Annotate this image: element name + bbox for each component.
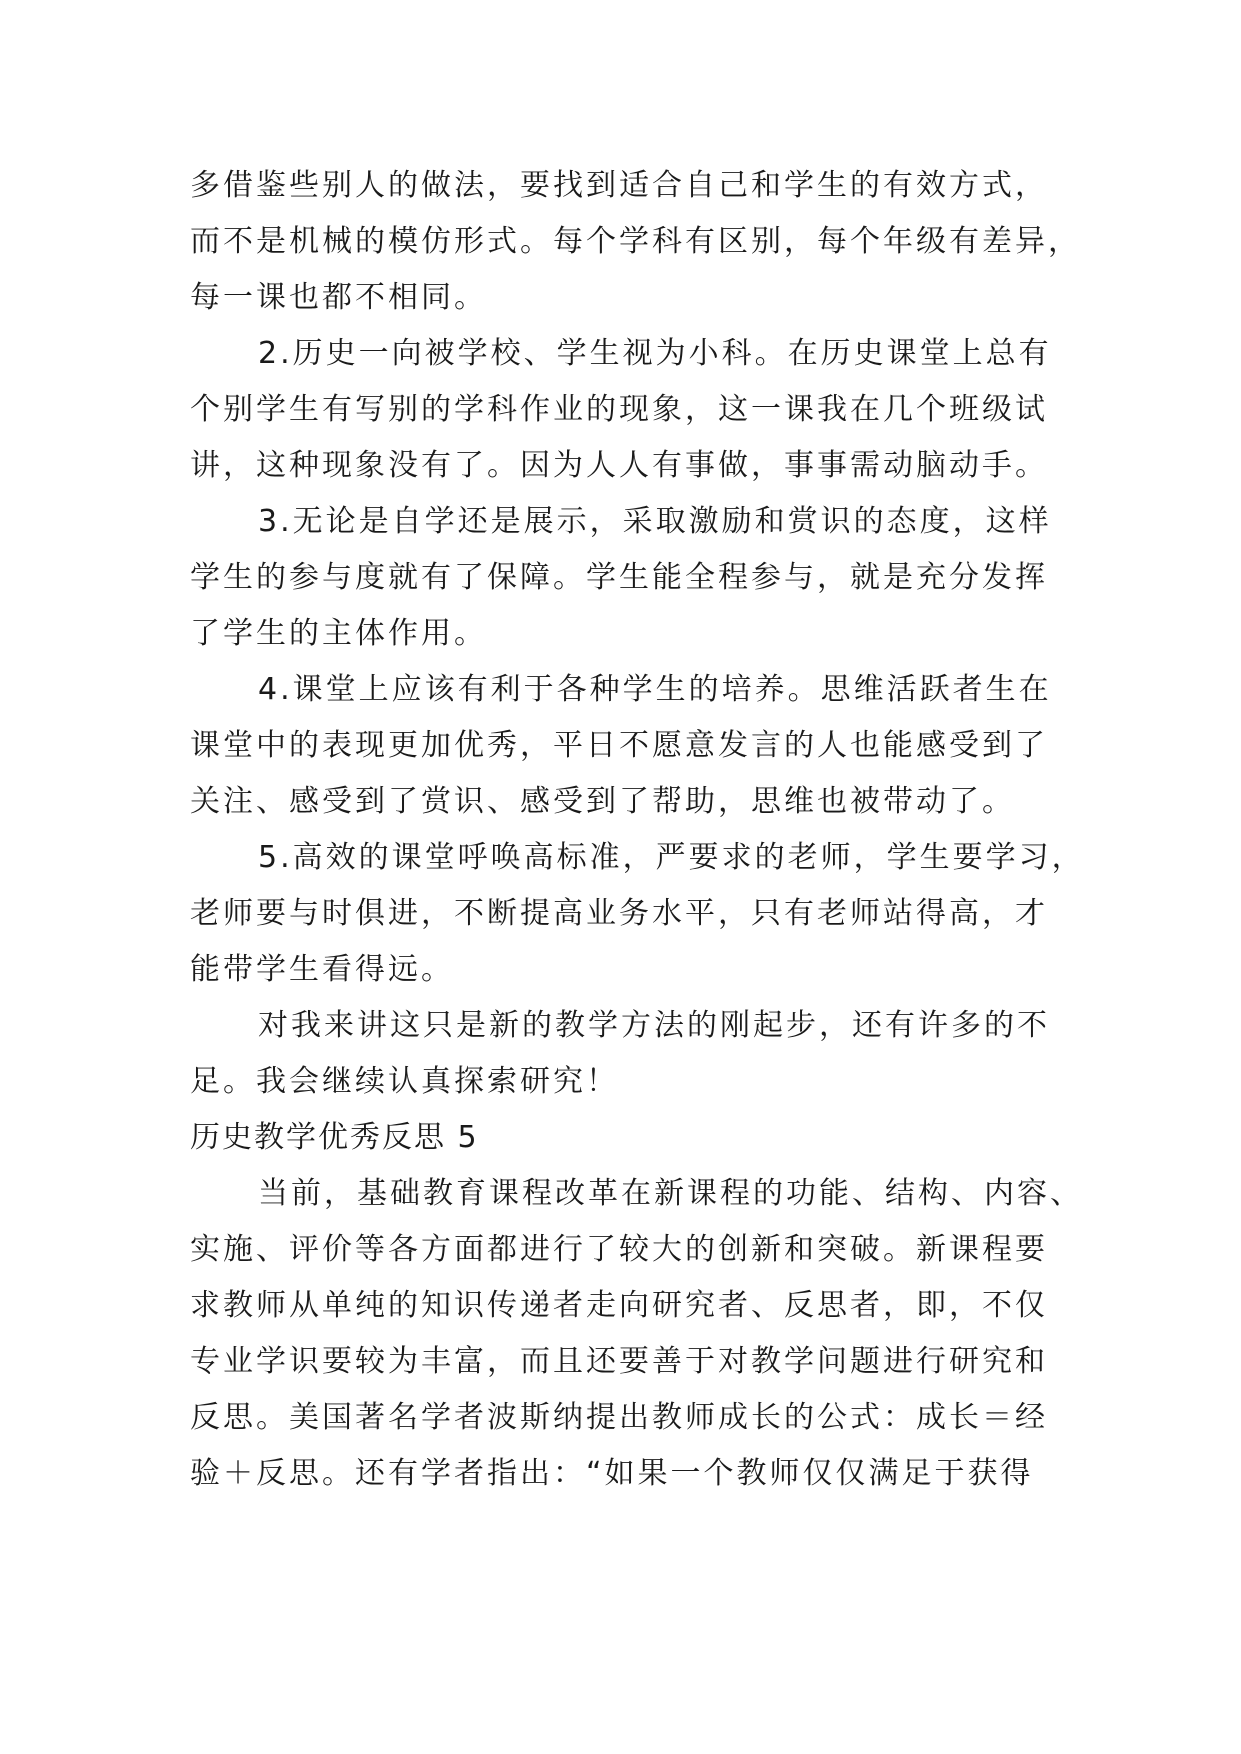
paragraph-line: 4.课堂上应该有利于各种学生的培养。思维活跃者生在	[258, 672, 1052, 707]
paragraph-line: 老师要与时俱进，不断提高业务水平，只有老师站得高，才	[190, 896, 1048, 931]
paragraph-line: 3.无论是自学还是展示，采取激励和赏识的态度，这样	[258, 504, 1052, 539]
paragraph-line: 能带学生看得远。	[190, 952, 454, 987]
section-heading: 历史教学优秀反思 5	[190, 1120, 479, 1155]
paragraph-line: 5.高效的课堂呼唤高标准，严要求的老师，学生要学习，	[258, 840, 1085, 875]
paragraph-line: 了学生的主体作用。	[190, 616, 487, 651]
document-body	[190, 158, 1085, 1502]
paragraph-line: 课堂中的表现更加优秀，平日不愿意发言的人也能感受到了	[190, 728, 1048, 763]
paragraph-line: 学生的参与度就有了保障。学生能全程参与，就是充分发挥	[190, 560, 1048, 595]
paragraph-line: 验＋反思。还有学者指出：“如果一个教师仅仅满足于获得	[190, 1456, 1034, 1491]
paragraph-line: 讲，这种现象没有了。因为人人有事做，事事需动脑动手。	[190, 448, 1048, 483]
paragraph-line: 当前，基础教育课程改革在新课程的功能、结构、内容、	[258, 1176, 1083, 1211]
paragraph-line: 每一课也都不相同。	[190, 280, 487, 315]
paragraph-line: 求教师从单纯的知识传递者走向研究者、反思者，即，不仅	[190, 1288, 1048, 1323]
paragraph-line: 专业学识要较为丰富，而且还要善于对教学问题进行研究和	[190, 1344, 1048, 1379]
paragraph-line: 个别学生有写别的学科作业的现象，这一课我在几个班级试	[190, 392, 1048, 427]
paragraph-line: 多借鉴些别人的做法，要找到适合自己和学生的有效方式，	[190, 168, 1048, 203]
paragraph-line: 而不是机械的模仿形式。每个学科有区别，每个年级有差异，	[190, 224, 1081, 259]
paragraph-line: 反思。美国著名学者波斯纳提出教师成长的公式：成长＝经	[190, 1400, 1048, 1435]
paragraph-line: 关注、感受到了赏识、感受到了帮助，思维也被带动了。	[190, 784, 1015, 819]
paragraph-line: 2.历史一向被学校、学生视为小科。在历史课堂上总有	[258, 336, 1052, 371]
paragraph-line: 足。我会继续认真探索研究！	[190, 1064, 619, 1099]
paragraph-line: 实施、评价等各方面都进行了较大的创新和突破。新课程要	[190, 1232, 1048, 1267]
paragraph-line: 对我来讲这只是新的教学方法的刚起步，还有许多的不	[258, 1008, 1050, 1043]
